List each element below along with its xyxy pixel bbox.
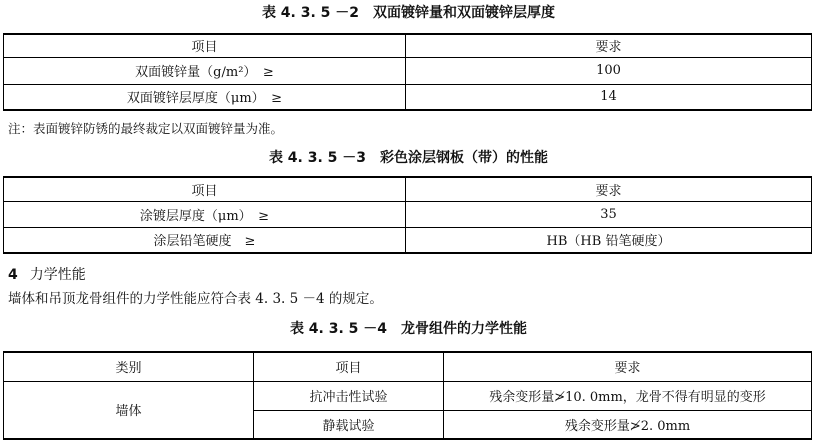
row-value-cell: 残余变形量≯10. 0mm，龙骨不得有明显的变形 bbox=[444, 381, 812, 410]
table-note: 注：表面镀锌防锈的最终裁定以双面镀锌量为准。 bbox=[8, 121, 284, 136]
row-item-cell: 抗冲击性试验 bbox=[254, 381, 444, 410]
table-header-row bbox=[4, 352, 812, 381]
table-row bbox=[4, 57, 812, 84]
section-title: 力学性能 bbox=[29, 267, 86, 283]
row-value-cell: 100 bbox=[406, 57, 812, 84]
table-4-3-5-3 bbox=[3, 176, 812, 254]
table-4-3-5-2-caption: 表 4. 3. 5 －2 双面镀锌量和双面镀锌层厚度 bbox=[261, 5, 556, 21]
column-header-item: 项目 bbox=[254, 352, 444, 381]
row-item-cell: 双面镀锌层厚度（μm） ≥ bbox=[4, 84, 406, 110]
row-item-cell: 双面镀锌量（g/m²） ≥ bbox=[4, 57, 406, 84]
table-row bbox=[4, 381, 812, 410]
row-item-cell: 静载试验 bbox=[254, 410, 444, 439]
row-value-cell: HB（HB 铅笔硬度） bbox=[406, 227, 812, 253]
table-header-row bbox=[4, 34, 812, 57]
section-paragraph: 墙体和吊顶龙骨组件的力学性能应符合表 4. 3. 5 －4 的规定。 bbox=[8, 291, 383, 307]
table-4-3-5-2 bbox=[3, 33, 812, 111]
section-number: 4 bbox=[8, 267, 18, 283]
column-header-requirement: 要求 bbox=[444, 352, 812, 381]
column-header-requirement: 要求 bbox=[406, 177, 812, 201]
column-header-item: 项目 bbox=[4, 177, 406, 201]
column-header-requirement: 要求 bbox=[406, 34, 812, 57]
row-item-cell: 涂镀层厚度（μm） ≥ bbox=[4, 201, 406, 227]
table-header-row bbox=[4, 177, 812, 201]
table-4-3-5-3-caption: 表 4. 3. 5 －3 彩色涂层钢板（带）的性能 bbox=[268, 150, 549, 166]
row-value-cell: 35 bbox=[406, 201, 812, 227]
table-row bbox=[4, 201, 812, 227]
table-row bbox=[4, 227, 812, 253]
table-4-3-5-4-caption: 表 4. 3. 5 －4 龙骨组件的力学性能 bbox=[289, 321, 528, 337]
section-heading bbox=[8, 266, 86, 284]
table-row bbox=[4, 84, 812, 110]
table-4-3-5-4 bbox=[3, 351, 812, 440]
column-header-category: 类别 bbox=[4, 352, 254, 381]
row-value-cell: 14 bbox=[406, 84, 812, 110]
category-cell-wall: 墙体 bbox=[4, 381, 254, 439]
row-item-cell: 涂层铅笔硬度 ≥ bbox=[4, 227, 406, 253]
column-header-item: 项目 bbox=[4, 34, 406, 57]
row-value-cell: 残余变形量≯2. 0mm bbox=[444, 410, 812, 439]
